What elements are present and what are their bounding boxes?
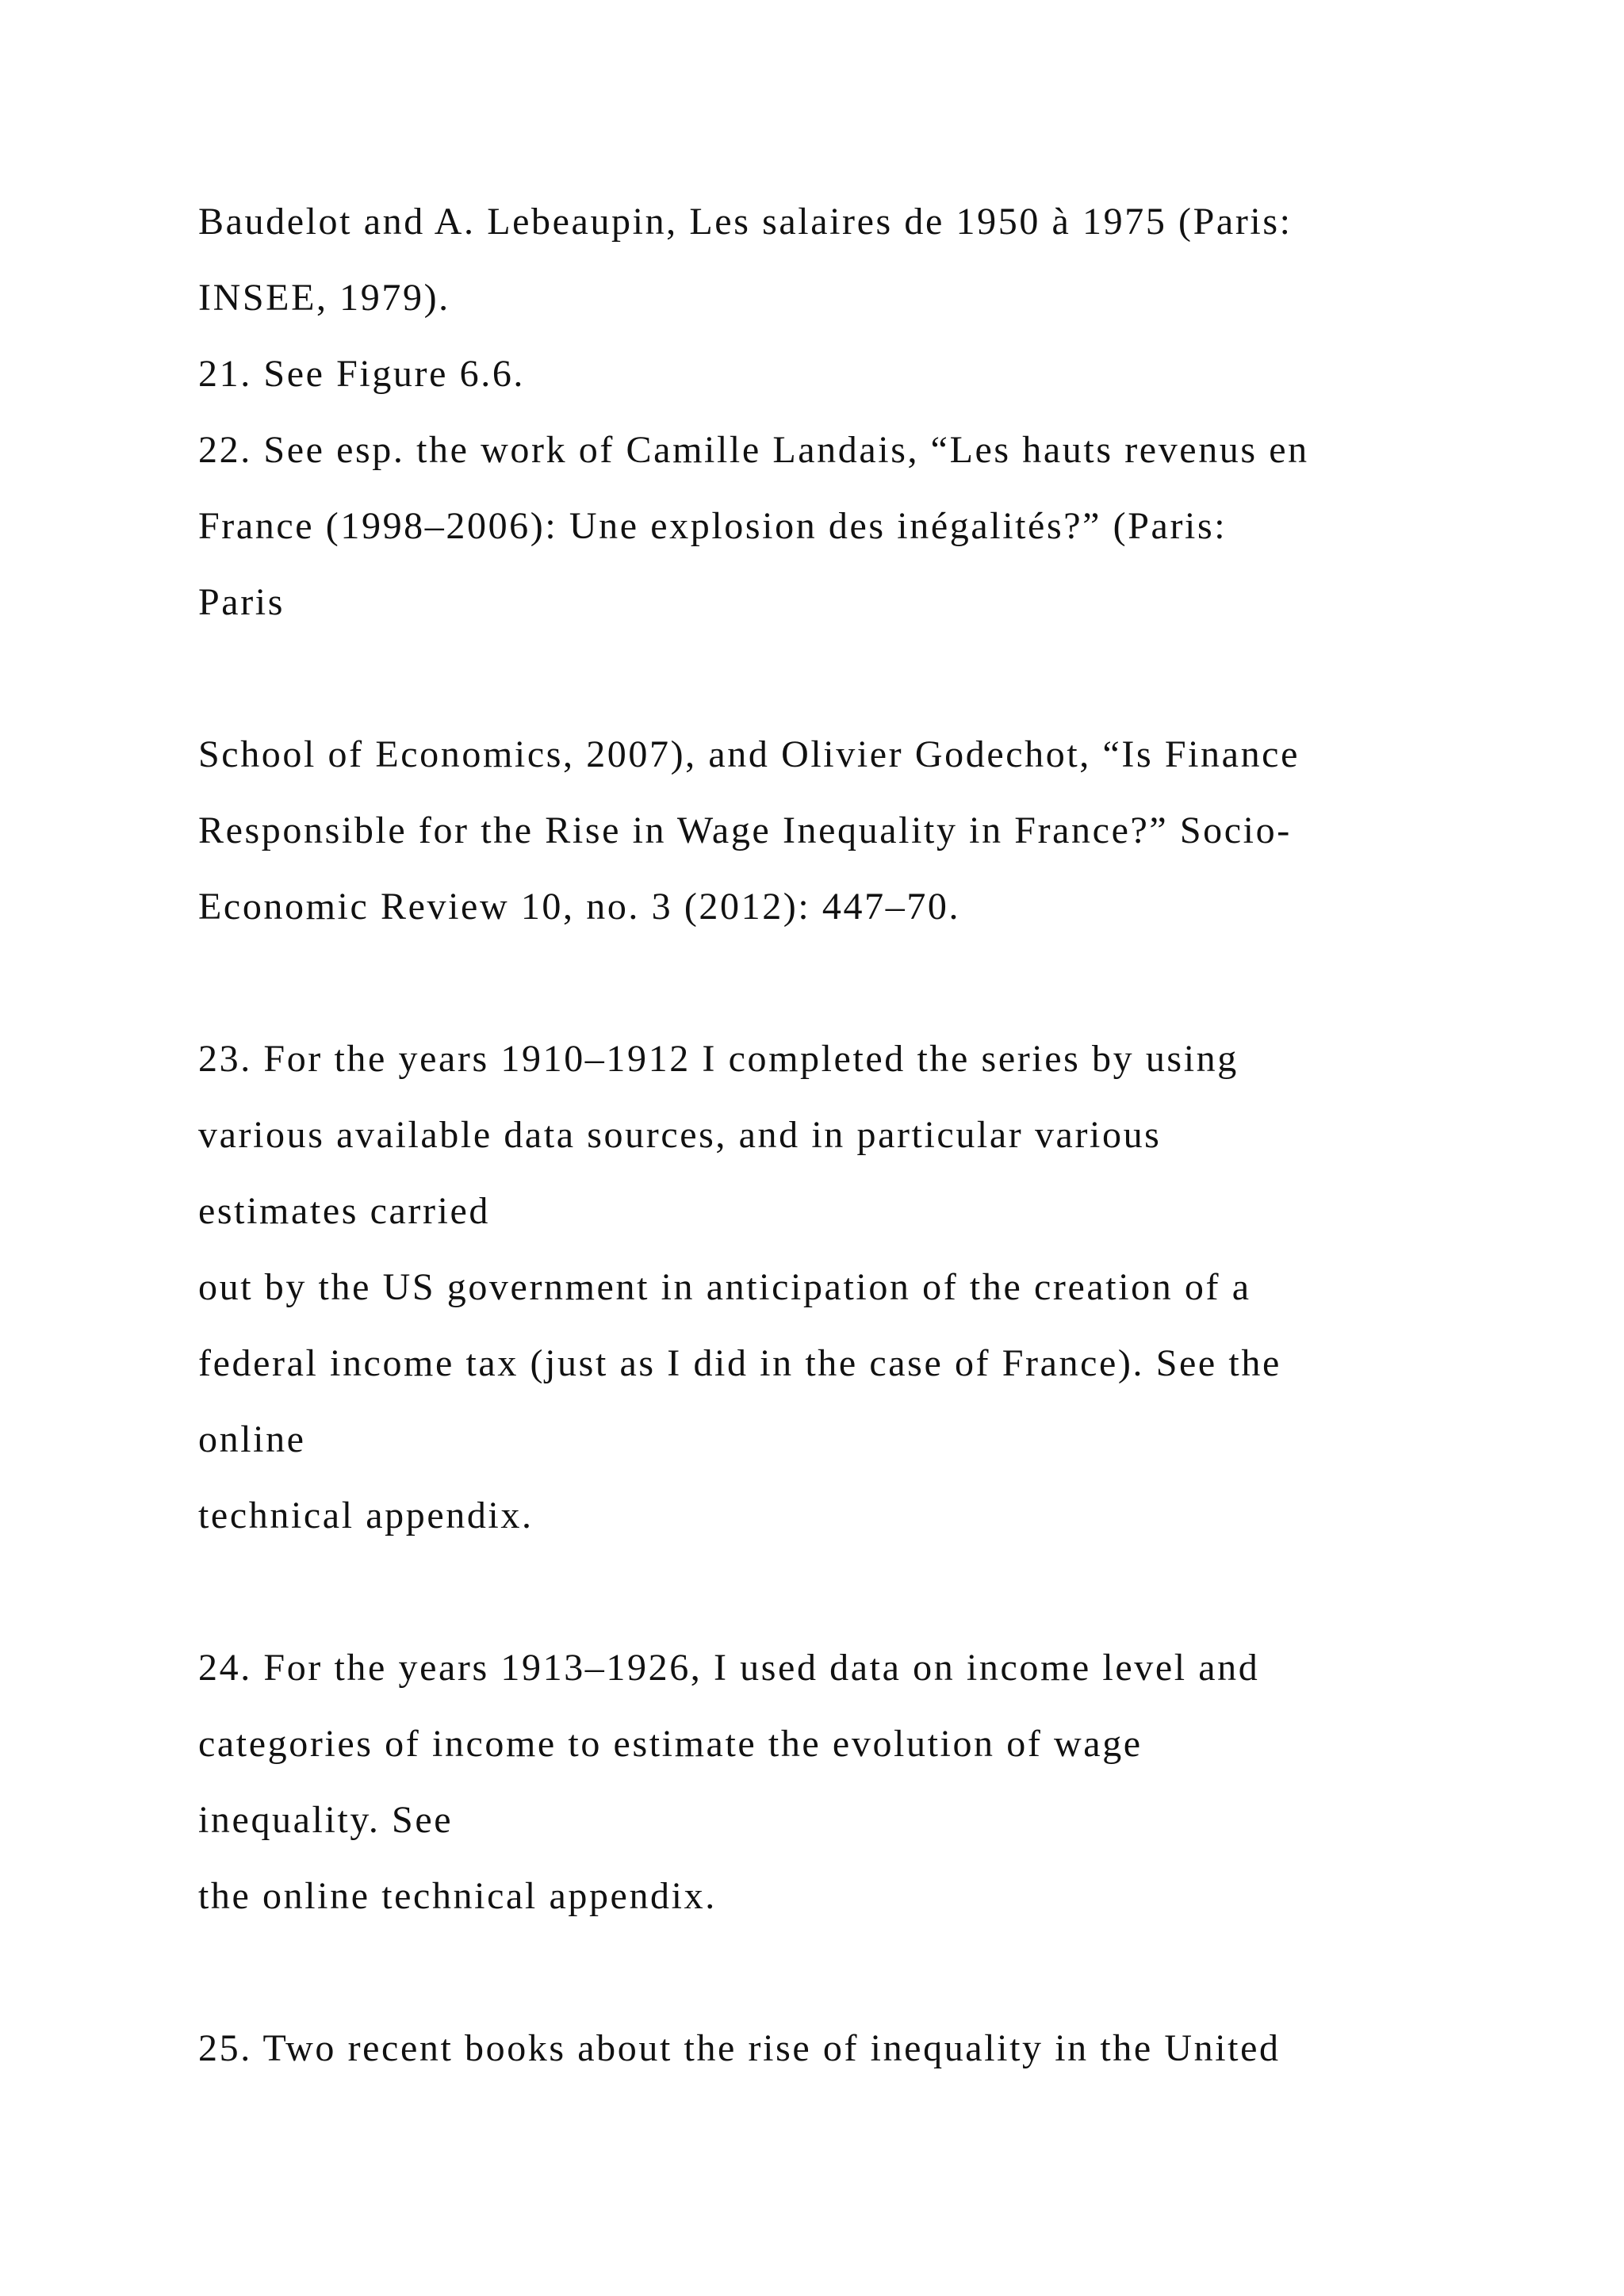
- text-line: online: [198, 1418, 306, 1460]
- text-line: 24. For the years 1913–1926, I used data on income level and: [198, 1647, 1260, 1689]
- text-line: Baudelot and A. Lebeaupin, Les salaires de 1950 à 1975 (Paris:: [198, 201, 1293, 243]
- text-line: 25. Two recent books about the rise of inequality in the United: [198, 2027, 1281, 2069]
- text-line: Paris: [198, 581, 285, 623]
- text-line: INSEE, 1979).: [198, 277, 450, 319]
- text-line: Economic Review 10, no. 3 (2012): 447–70.: [198, 886, 961, 928]
- text-line: inequality. See: [198, 1799, 454, 1841]
- text-line: federal income tax (just as I did in the case of France). See the: [198, 1342, 1281, 1384]
- text-line: Responsible for the Rise in Wage Inequality in France?” Socio-: [198, 809, 1292, 851]
- text-line: the online technical appendix.: [198, 1875, 717, 1917]
- text-line: France (1998–2006): Une explosion des inégalités?” (Paris:: [198, 505, 1228, 547]
- text-line: estimates carried: [198, 1190, 491, 1232]
- text-line: categories of income to estimate the evolution of wage: [198, 1723, 1143, 1765]
- text-line: 23. For the years 1910–1912 I completed the series by using: [198, 1038, 1239, 1080]
- text-line: 22. See esp. the work of Camille Landais, “Les hauts revenus en: [198, 429, 1309, 471]
- text-line: 21. See Figure 6.6.: [198, 353, 526, 395]
- text-line: various available data sources, and in particular various: [198, 1114, 1162, 1156]
- text-line: School of Economics, 2007), and Olivier Godechot, “Is Finance: [198, 733, 1300, 775]
- text-line: out by the US government in anticipation of the creation of a: [198, 1266, 1251, 1308]
- text-line: technical appendix.: [198, 1494, 534, 1536]
